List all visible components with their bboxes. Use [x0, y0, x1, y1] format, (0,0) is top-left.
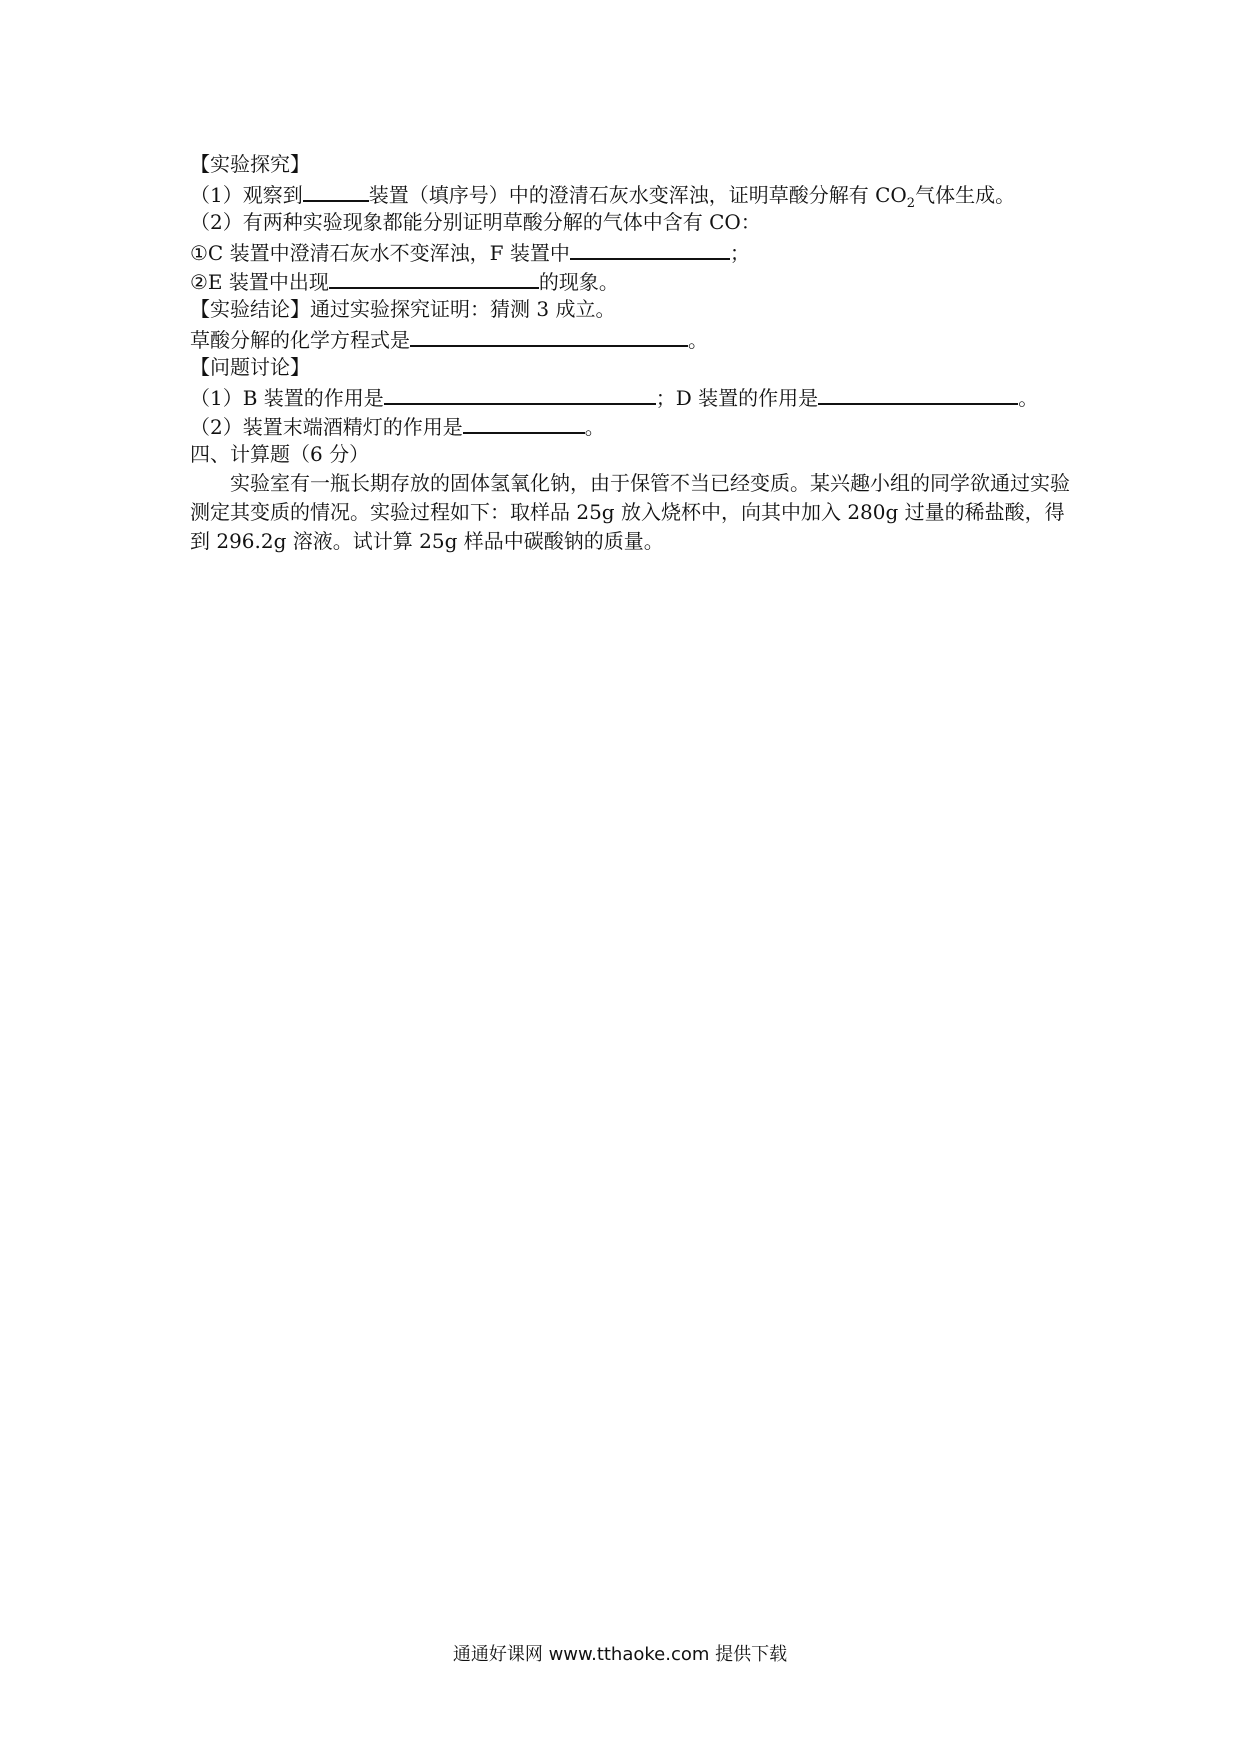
question-1: （1）观察到 装置（填序号）中的澄清石灰水变浑浊，证明草酸分解有 $CO_2$气体生成。	[190, 179, 1070, 208]
equation-question: 草酸分解的化学方程式是 。	[190, 324, 1070, 353]
document-body	[190, 150, 1070, 556]
conclusion: 【实验结论】通过实验探究证明：猜测 3 成立。	[190, 297, 616, 321]
answer-blank-b-purpose[interactable]	[384, 382, 656, 405]
answer-blank-1[interactable]	[303, 179, 369, 202]
calc-heading: 四、计算题（6 分）	[190, 442, 370, 466]
calc-paragraph: 实验室有一瓶长期存放的固体氢氧化钠，由于保管不当已经变质。某兴趣小组的同学欲通过实验测定其变质的情况。实验过程如下：取样品 25g 放入烧杯中，向其中加入 280g 过量的稀盐酸，得到 296.2g 溶液。试计算 25g 样品中碳酸钠的质量。	[190, 471, 1070, 553]
discussion-2: （2）装置末端酒精灯的作用是 。	[190, 411, 1070, 440]
question-2: （2）有两种实验现象都能分别证明草酸分解的气体中含有 CO：	[190, 210, 761, 234]
discussion-heading: 【问题讨论】	[190, 355, 310, 379]
answer-blank-2[interactable]	[570, 237, 730, 260]
explore-heading: 【实验探究】	[190, 152, 310, 176]
answer-blank-equation[interactable]	[410, 324, 688, 347]
question-2-item-2: ②E 装置中出现 的现象。	[190, 266, 1070, 295]
question-2-item-1: ①C 装置中澄清石灰水不变浑浊，F 装置中 ；	[190, 237, 1070, 266]
answer-blank-lamp-purpose[interactable]	[463, 411, 585, 434]
footer-text: 通通好课网 www.tthaoke.com 提供下载	[452, 1644, 788, 1665]
discussion-1: （1）B 装置的作用是 ；D 装置的作用是 。	[190, 382, 1070, 411]
answer-blank-3[interactable]	[329, 266, 539, 289]
answer-blank-d-purpose[interactable]	[818, 382, 1018, 405]
conclusion-heading: 【实验结论】	[190, 297, 310, 321]
